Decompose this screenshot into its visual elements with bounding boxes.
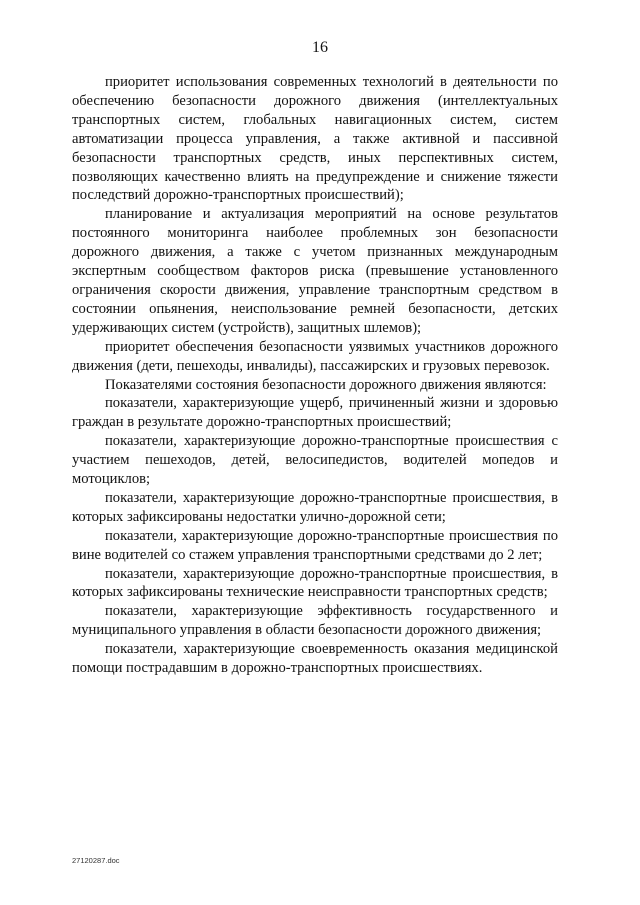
paragraph-indicator-governance: показатели, характеризующие эффективность государственного и муниципального управления в области безопасности дорожного движения; <box>72 603 558 639</box>
paragraph-indicator-medical-aid: показатели, характеризующие своевременность оказания медицинской помощи пострадавшим в дорожно-транспортных происшествиях. <box>72 641 558 677</box>
paragraph-indicator-road-network: показатели, характеризующие дорожно-транспортные происшествия, в которых зафиксированы недостатки улично-дорожной сети; <box>72 489 558 525</box>
paragraph-indicator-novice-drivers: показатели, характеризующие дорожно-транспортные происшествия по вине водителей со стажем управления транспортными средствами до 2 лет; <box>72 527 558 563</box>
page-number: 16 <box>312 39 328 56</box>
footer-file-name: 27120287.doc <box>72 856 120 865</box>
paragraph-indicators-intro: Показателями состояния безопасности дорожного движения являются: <box>105 376 547 393</box>
paragraph-vulnerable-participants: приоритет обеспечения безопасности уязвимых участников дорожного движения (дети, пешеходы, инвалиды), пассажирских и грузовых перевозок. <box>72 338 558 374</box>
paragraph-planning-measures: планирование и актуализация мероприятий на основе результатов постоянного мониторинга наиболее проблемных зон безопасности дорожного движения, а также с учетом признанных международным экспертным сообществом факторов риска (превышение установленного ограничения скорости движения, управление транспортным средством в состоянии опьянения, неиспользование ремней безопасности, детских удерживающих систем (устройств), защитных шлемов); <box>72 206 558 336</box>
paragraph-indicator-damage: показатели, характеризующие ущерб, причиненный жизни и здоровью граждан в результате дорожно-транспортных происшествий; <box>72 395 558 431</box>
paragraph-indicator-vehicle-faults: показатели, характеризующие дорожно-транспортные происшествия, в которых зафиксированы технические неисправности транспортных средств; <box>72 565 558 601</box>
document-body <box>72 73 558 678</box>
paragraph-indicator-pedestrians: показатели, характеризующие дорожно-транспортные происшествия с участием пешеходов, детей, велосипедистов, водителей мопедов и мотоциклов; <box>72 433 558 488</box>
paragraph-priority-technologies: приоритет использования современных технологий в деятельности по обеспечению безопасности дорожного движения (интеллектуальных транспортных систем, глобальных навигационных систем, систем автоматизации процесса управления, а также активной и пассивной безопасности транспортных средств, иных перспективных систем, позволяющих качественно влиять на предупреждение и снижение тяжести последствий дорожно-транспортных происшествий); <box>72 74 558 204</box>
